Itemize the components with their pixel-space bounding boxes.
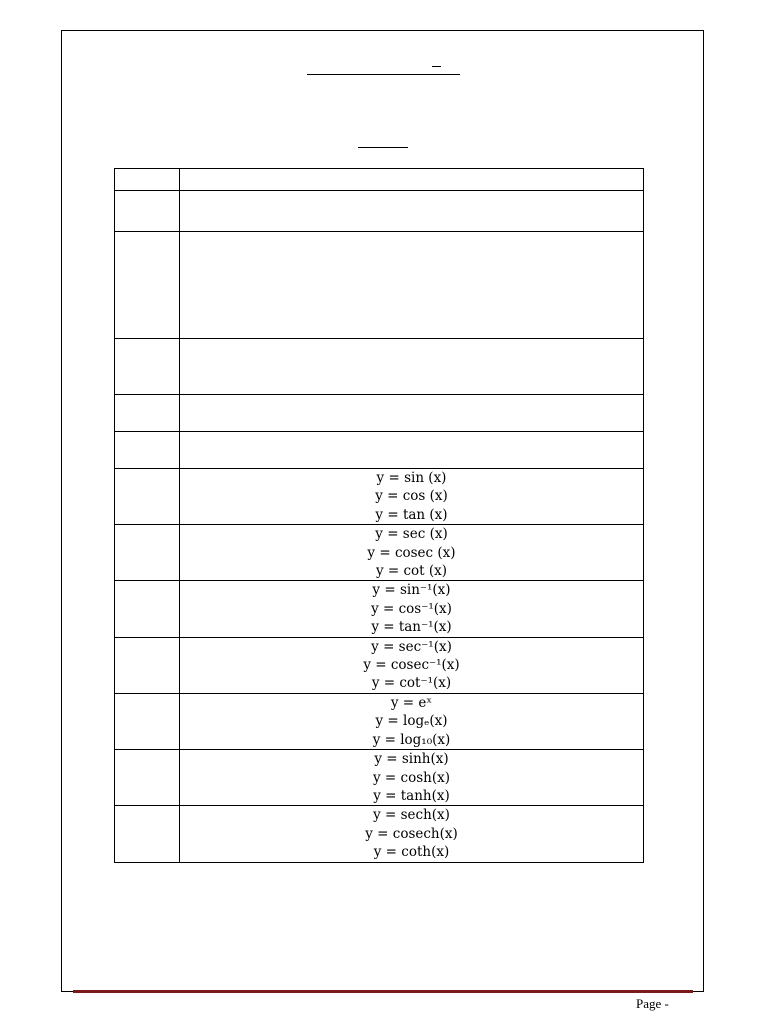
equation: y = tan (x)	[375, 506, 448, 523]
equation: y = coth(x)	[373, 844, 450, 861]
table-row	[115, 339, 644, 395]
equation: y = cosech(x)	[365, 825, 458, 842]
table-cell-number	[115, 581, 180, 637]
equation: y = tanh(x)	[373, 787, 450, 804]
table-row	[115, 469, 644, 525]
table-row	[115, 432, 644, 469]
equation: y = cot (x)	[375, 563, 448, 580]
table-cell-equations	[180, 525, 644, 581]
equation: y = eˣ	[390, 694, 433, 711]
equation: y = tan⁻¹(x)	[371, 619, 452, 636]
table-cell-number	[115, 750, 180, 806]
equation: y = cot⁻¹(x)	[371, 675, 452, 692]
table-cell-number	[115, 395, 180, 432]
table-row	[115, 806, 644, 862]
table-row	[115, 637, 644, 693]
functions-table	[114, 168, 644, 863]
table-cell-number	[115, 232, 180, 339]
equation: y = cos (x)	[375, 488, 448, 505]
subtitle-underline	[358, 147, 408, 148]
table-cell-description	[180, 339, 644, 395]
table-cell-equations	[180, 581, 644, 637]
table-cell-number	[115, 637, 180, 693]
table-cell-number	[115, 806, 180, 862]
table-row	[115, 693, 644, 749]
table-cell-description	[180, 169, 644, 191]
title-underline	[307, 74, 460, 75]
equation: y = sec (x)	[375, 526, 448, 543]
title-dash	[432, 66, 441, 67]
equation: y = sin (x)	[376, 470, 447, 486]
equation: y = cosec⁻¹(x)	[363, 657, 460, 674]
equation: y = sin⁻¹(x)	[372, 582, 451, 599]
table-row	[115, 525, 644, 581]
table-cell-equations	[180, 806, 644, 862]
table-cell-number	[115, 169, 180, 191]
table-cell-description	[180, 191, 644, 232]
equation: y = cosh(x)	[373, 769, 450, 786]
equation: y = sinh(x)	[374, 751, 449, 768]
table-cell-number	[115, 191, 180, 232]
table-cell-equations	[180, 637, 644, 693]
table-cell-number	[115, 432, 180, 469]
table-row	[115, 581, 644, 637]
table-cell-number	[115, 469, 180, 525]
equation: y = log₁₀(x)	[372, 731, 451, 748]
equation: y = logₑ(x)	[375, 713, 448, 730]
page-number-label: Page -	[636, 996, 669, 1011]
footer-rule	[73, 990, 693, 993]
table-row	[115, 191, 644, 232]
table-row	[115, 750, 644, 806]
table-cell-description	[180, 432, 644, 469]
table-cell-equations	[180, 469, 644, 525]
table-cell-number	[115, 339, 180, 395]
table-cell-number	[115, 693, 180, 749]
equation: y = cos⁻¹(x)	[371, 600, 452, 617]
table-cell-equations	[180, 693, 644, 749]
table-cell-description	[180, 395, 644, 432]
table-row-header	[115, 169, 644, 191]
equation: y = cosec (x)	[367, 544, 456, 561]
table-cell-number	[115, 525, 180, 581]
table-row	[115, 232, 644, 339]
table-cell-equations	[180, 750, 644, 806]
equation: y = sec⁻¹(x)	[371, 638, 452, 655]
table-cell-description	[180, 232, 644, 339]
equation: y = sech(x)	[373, 807, 450, 824]
table-row	[115, 395, 644, 432]
